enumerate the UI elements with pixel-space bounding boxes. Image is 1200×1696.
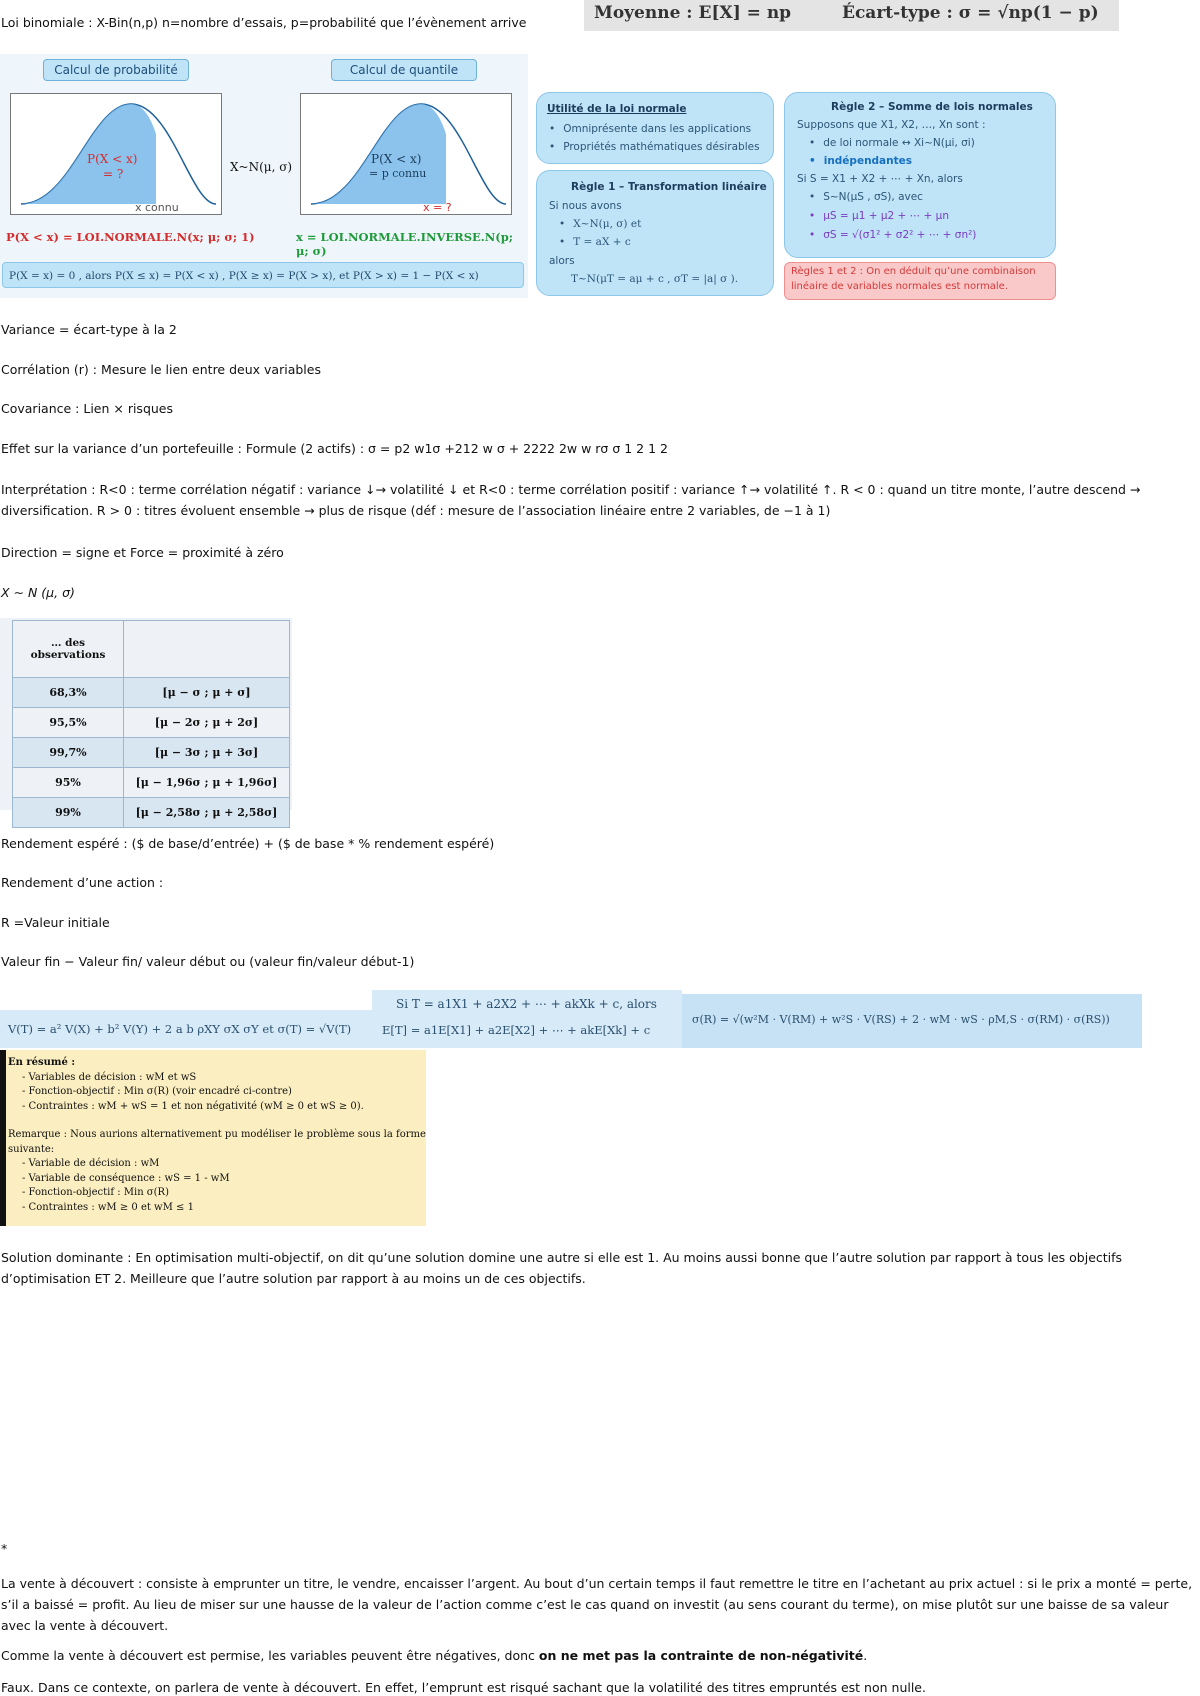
resume-remarque: Remarque : Nous aurions alternativement pu modéliser le problème sous la forme suivante:: [8, 1129, 426, 1155]
sigma-interval: [μ − 3σ ; μ + 3σ]: [124, 738, 290, 768]
regle2-item-3: • S~N(μS , σS), avec: [809, 191, 923, 203]
resume-item-alt: - Variable de décision : wM: [22, 1158, 160, 1169]
shade-left-unknown: = ?: [103, 167, 124, 181]
interpretation-paragraph: Interprétation : R<0 : terme corrélation négatif : variance ↓→ volatilité ↓ et R<0 : terme corrélation positif : variance ↑→ volatilité ↑. R < 0 : quand un titre monte, l’autre descend → diversification. R > 0 : titres évoluent ensemble → plus de risque (déf : mesure de l’association linéaire entre 2 variables, de −1 à 1): [1, 482, 1141, 518]
normal-distribution-figure: [0, 54, 528, 298]
covariance-line: Covariance : Lien × risques: [1, 401, 174, 416]
sigma-pct: 99,7%: [13, 738, 124, 768]
regle2-line1: Supposons que X1, X2, …, Xn sont :: [797, 119, 986, 131]
calcul-probabilite-label: Calcul de probabilité: [43, 59, 189, 81]
variance-formula-box: [0, 1010, 372, 1048]
shade-right-label: P(X < x): [371, 152, 422, 166]
x-normal-line: X ∼ N (μ, σ): [1, 585, 75, 600]
direction-line: Direction = signe et Force = proximité à zéro: [1, 545, 284, 560]
resume-item-alt: - Fonction-objectif : Min σ(R): [22, 1187, 169, 1198]
shade-right-known: = p connu: [369, 167, 427, 180]
regle2-item-1: • de loi normale ↔ Xi~N(μi, σi): [809, 137, 975, 149]
axis-right-label: x = ?: [423, 201, 452, 214]
rendement-action-line: Rendement d’une action :: [1, 875, 164, 890]
regle2-item-4: • μS = μ1 + μ2 + ⋯ + μn: [809, 210, 949, 222]
sigma-table: [12, 620, 290, 828]
sigma-pct: 95,5%: [13, 708, 124, 738]
valeur-fin-line: Valeur fin − Valeur fin/ valeur début ou (valeur fin/valeur début-1): [1, 954, 415, 969]
variance-formula: V(T) = a² V(X) + b² V(Y) + 2 a b ρXY σX σY et σ(T) = √V(T): [8, 1022, 352, 1036]
utilite-box: [536, 92, 774, 164]
regle2-box: [784, 92, 1056, 258]
calcul-quantile-label: Calcul de quantile: [331, 59, 477, 81]
resume-item: - Variables de décision : wM et wS: [22, 1071, 197, 1083]
regles-note-box: [784, 262, 1056, 300]
resume-item: - Contraintes : wM + wS = 1 et non négativité (wM ≥ 0 et wS ≥ 0).: [22, 1100, 364, 1112]
regle1-box: [536, 170, 774, 296]
axis-left-label: x connu: [135, 201, 179, 214]
solution-dominante-paragraph: Solution dominante : En optimisation multi-objectif, on dit qu’une solution domine une autre si elle est 1. Au moins aussi bonne que l’autre solution par rapport à tous les objectifs d’optimisation ET 2. Meilleure que l’autre solution par rapport à au moins un de ces objectifs.: [1, 1250, 1123, 1286]
regle1-item-1: • X~N(μ, σ) et: [559, 218, 641, 230]
sigma-pct: 68,3%: [13, 678, 124, 708]
sigma-interval: [μ − 2σ ; μ + 2σ]: [124, 708, 290, 738]
non-negativite-text: Comme la vente à découvert est permise, les variables peuvent être négatives, donc: [1, 1648, 539, 1663]
bottom-rule: P(X = x) = 0 , alors P(X ≤ x) = P(X < x) , P(X ≥ x) = P(X > x), et P(X > x) = 1 − P(X < x): [2, 262, 524, 288]
utilite-title: Utilité de la loi normale: [547, 103, 687, 115]
correlation-line: Corrélation (r) : Mesure le lien entre deux variables: [1, 362, 321, 377]
sigma-pct: 99%: [13, 798, 124, 828]
regle2-item-2: • indépendantes: [809, 155, 912, 167]
faux-line: Faux. Dans ce contexte, on parlera de vente à découvert. En effet, l’emprunt est risqué sachant que la volatilité des titres empruntés est non nulle.: [1, 1680, 926, 1695]
middle-distribution-label: X~N(μ, σ): [230, 160, 293, 174]
shade-left-label: P(X < x): [87, 152, 138, 166]
esperance-formula-box: [372, 990, 682, 1048]
sigma-interval: [μ − 2,58σ ; μ + 2,58σ]: [124, 798, 290, 828]
resume-item-alt: - Contraintes : wM ≥ 0 et wM ≤ 1: [22, 1201, 194, 1213]
non-negativite-bold: on ne met pas la contrainte de non-négativité: [538, 1648, 864, 1663]
regle1-title: Règle 1 – Transformation linéaire: [571, 181, 767, 193]
variance-line: Variance = écart-type à la 2: [1, 322, 177, 337]
formula-right: x = LOI.NORMALE.INVERSE.N(p; μ; σ): [296, 230, 514, 258]
binomial-formula-box: [584, 0, 1119, 31]
ecart-type-formula: Écart-type : σ = √np(1 − p): [842, 3, 1099, 23]
sigma-r-formula: σ(R) = √(w²M · V(RM) + w²S · V(RS) + 2 · wM · wS · ρM,S · σ(RM) · σ(RS)): [692, 1013, 1110, 1026]
asterisk-mark: *: [1, 1541, 8, 1556]
regle1-line3: T~N(μT = aμ + c , σT = |a| σ ).: [571, 273, 739, 285]
vente-decouvert-paragraph: La vente à découvert : consiste à emprunter un titre, le vendre, encaisser l’argent. Au bout d’un certain temps il faut remettre le titre en l’achetant au prix actuel : si le prix a monté = perte, s’il a baissé = profit. Au lieu de miser sur une hausse de la valeur de l’action comme c’est le cas quand on investit (au sens courant du terme), on mise plutôt sur une baisse de sa valeur avec la vente à découvert.: [1, 1576, 1193, 1633]
resume-item-alt: - Variable de conséquence : wS = 1 - wM: [22, 1172, 230, 1184]
esperance-formula: E[T] = a1E[X1] + a2E[X2] + ⋯ + akE[Xk] + c: [382, 1023, 651, 1037]
sigma-table-header: … des observations: [13, 621, 124, 678]
sigma-interval: [μ − σ ; μ + σ]: [124, 678, 290, 708]
regle2-line2: Si S = X1 + X2 + ⋯ + Xn, alors: [797, 173, 963, 185]
utilite-item-1: • Omniprésente dans les applications: [549, 123, 751, 135]
regle1-line2: alors: [549, 255, 575, 267]
regles-note-line2: linéaire de variables normales est normale.: [791, 281, 1008, 292]
sigma-pct: 95%: [13, 768, 124, 798]
sigma-table-header-empty: [124, 621, 290, 678]
probability-panel: [10, 93, 222, 215]
si-t-formula: Si T = a1X1 + a2X2 + ⋯ + akXk + c, alors: [396, 997, 657, 1011]
regle2-title: Règle 2 – Somme de lois normales: [831, 101, 1033, 113]
regles-note-line1: Règles 1 et 2 : On en déduit qu’une combinaison: [791, 266, 1036, 277]
non-negativite-end: .: [863, 1648, 868, 1663]
binomial-line: Loi binomiale : X-Bin(n,p) n=nombre d’essais, p=probabilité que l’évènement arrive: [1, 15, 527, 30]
sigma-r-formula-box: [682, 994, 1142, 1048]
rendement-espere-line: Rendement espéré : ($ de base/d’entrée) + ($ de base * % rendement espéré): [1, 836, 495, 851]
formula-left: P(X < x) = LOI.NORMALE.N(x; μ; σ; 1): [6, 230, 255, 244]
quantile-panel: [300, 93, 512, 215]
sigma-table-image: [0, 618, 292, 819]
resume-box: [0, 1050, 426, 1226]
regle1-line1: Si nous avons: [549, 200, 622, 212]
resume-item: - Fonction-objectif : Min σ(R) (voir encadré ci-contre): [22, 1086, 292, 1097]
resume-title: En résumé :: [8, 1057, 76, 1068]
effet-variance-line: Effet sur la variance d’un portefeuille : Formule (2 actifs) : σ = p2 w1σ +212 w σ + 2222 2w w rσ σ 1 2 1 2: [1, 441, 668, 456]
utilite-item-2: • Propriétés mathématiques désirables: [549, 141, 760, 153]
r-valeur-line: R =Valeur initiale: [1, 915, 110, 930]
non-negativite-line: [1, 1648, 867, 1663]
moyenne-formula: Moyenne : E[X] = np: [594, 3, 792, 23]
regle1-item-2: • T = aX + c: [559, 236, 631, 248]
sigma-interval: [μ − 1,96σ ; μ + 1,96σ]: [124, 768, 290, 798]
regle2-item-5: • σS = √(σ1² + σ2² + ⋯ + σn²): [809, 229, 976, 241]
